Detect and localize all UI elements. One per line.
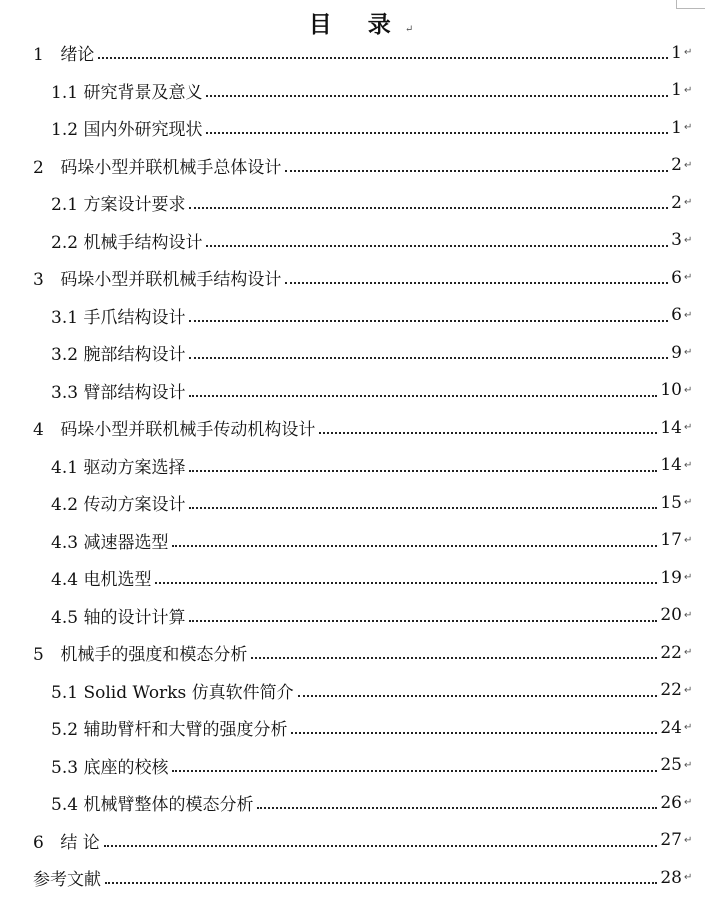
toc-entry-number: 2.1	[51, 195, 79, 216]
paragraph-mark-icon: ↵	[684, 159, 693, 171]
toc-entry[interactable]	[0, 784, 722, 822]
toc-entry-page: 3	[671, 230, 682, 251]
toc-entry-page: 1	[671, 42, 682, 63]
toc-entry-text: 辅助臂杆和大臂的强度分析	[83, 720, 288, 741]
toc-entry[interactable]	[0, 522, 722, 560]
toc-entry-number: 1.1	[51, 82, 79, 103]
toc-entry-text: 绪论	[60, 45, 95, 66]
toc-entry-number: 3	[33, 270, 44, 291]
paragraph-mark-icon: ↵	[684, 309, 693, 321]
toc-entry-page: 24	[660, 717, 682, 738]
paragraph-mark-icon: ↵	[684, 459, 693, 471]
toc-entry-label	[51, 340, 187, 365]
toc-dot-leader	[206, 94, 668, 97]
toc-dot-leader	[291, 731, 657, 734]
toc-entry-label	[51, 378, 187, 403]
toc-entry-number: 2.2	[51, 232, 79, 253]
toc-entry-text: 码垛小型并联机械手结构设计	[60, 270, 282, 291]
paragraph-mark-icon: ↵	[684, 84, 693, 96]
toc-entry-page: 22	[660, 642, 682, 663]
toc-dot-leader	[206, 131, 668, 134]
toc-dot-leader	[206, 244, 668, 247]
paragraph-mark-icon: ↵	[684, 572, 693, 584]
toc-entry-label	[33, 865, 103, 890]
toc-entry-page: 26	[660, 792, 682, 813]
toc-entry-page: 9	[671, 342, 682, 363]
toc-entry-text: Solid Works 仿真软件简介	[83, 682, 294, 703]
paragraph-mark-icon: ↵	[684, 797, 693, 809]
toc-entry-label	[33, 153, 283, 178]
paragraph-mark-icon: ↵	[684, 534, 693, 546]
toc-dot-leader	[98, 56, 668, 59]
toc-entry-text: 机械手的强度和模态分析	[60, 645, 248, 666]
toc-entry-label	[33, 40, 96, 65]
toc-entry-number: 5	[33, 645, 44, 666]
paragraph-mark-icon: ↵	[684, 759, 693, 771]
toc-entry[interactable]	[0, 409, 722, 447]
toc-entry-text: 电机选型	[83, 570, 152, 591]
toc-dot-leader	[251, 656, 657, 659]
toc-entry[interactable]	[0, 484, 722, 522]
toc-entry-label	[33, 640, 249, 665]
toc-entry-page: 1	[671, 80, 682, 101]
toc-entry-number: 1	[33, 45, 44, 66]
toc-entry-number: 4.2	[51, 495, 79, 516]
toc-entry-number: 3.3	[51, 382, 79, 403]
paragraph-mark-icon: ↵	[684, 347, 693, 359]
toc-entry-text: 码垛小型并联机械手传动机构设计	[60, 420, 316, 441]
paragraph-mark-icon: ↵	[684, 684, 693, 696]
toc-entry-page: 10	[660, 380, 682, 401]
toc-entry[interactable]	[0, 72, 722, 110]
toc-entry-text: 机械臂整体的模态分析	[83, 795, 254, 816]
toc-entry-text: 减速器选型	[83, 532, 169, 553]
toc-dot-leader	[155, 581, 657, 584]
toc-entry-text: 腕部结构设计	[83, 345, 186, 366]
toc-entry-page: 19	[660, 567, 682, 588]
toc-entry-number: 1.2	[51, 120, 79, 141]
toc-entry-number: 6	[33, 832, 44, 853]
toc-entry-label	[33, 415, 317, 440]
toc-entry-label	[51, 715, 289, 740]
table-of-contents	[0, 34, 722, 897]
toc-entry-number: 4.1	[51, 457, 79, 478]
toc-dot-leader	[257, 806, 657, 809]
toc-dot-leader	[104, 844, 658, 847]
toc-entry[interactable]	[0, 747, 722, 785]
toc-entry[interactable]	[0, 559, 722, 597]
toc-entry-label	[51, 753, 170, 778]
toc-entry-page: 27	[660, 830, 682, 851]
toc-entry-page: 28	[660, 867, 682, 888]
toc-entry-page: 6	[671, 305, 682, 326]
toc-entry-text: 臂部结构设计	[83, 382, 186, 403]
toc-dot-leader	[189, 206, 668, 209]
paragraph-mark-icon: ↵	[684, 722, 693, 734]
toc-entry-page: 20	[660, 605, 682, 626]
toc-entry-page: 14	[660, 417, 682, 438]
toc-entry-number: 5.2	[51, 720, 79, 741]
paragraph-mark-icon: ↵	[684, 609, 693, 621]
toc-entry-page: 1	[671, 117, 682, 138]
toc-entry-page: 15	[660, 492, 682, 513]
toc-entry[interactable]	[0, 672, 722, 710]
toc-entry-label	[51, 190, 187, 215]
toc-dot-leader	[189, 394, 657, 397]
toc-entry-number: 4	[33, 420, 44, 441]
toc-entry-number: 3.2	[51, 345, 79, 366]
paragraph-mark-icon: ↵	[684, 872, 693, 884]
toc-entry-label	[51, 78, 204, 103]
toc-entry-text: 结 论	[60, 832, 100, 853]
toc-entry[interactable]	[0, 34, 722, 72]
toc-entry-text: 轴的设计计算	[83, 607, 186, 628]
toc-dot-leader	[319, 431, 657, 434]
toc-entry-text: 传动方案设计	[83, 495, 186, 516]
toc-entry-page: 17	[660, 530, 682, 551]
toc-entry[interactable]	[0, 372, 722, 410]
toc-dot-leader	[189, 506, 657, 509]
toc-dot-leader	[172, 769, 657, 772]
toc-entry-number: 5.4	[51, 795, 79, 816]
toc-entry-label	[51, 565, 153, 590]
paragraph-mark-icon: ↵	[684, 384, 693, 396]
toc-entry-label	[33, 828, 102, 853]
paragraph-mark-icon: ↵	[404, 24, 414, 35]
toc-entry-text: 国内外研究现状	[83, 120, 203, 141]
toc-entry-text: 底座的校核	[83, 757, 169, 778]
toc-entry-page: 6	[671, 267, 682, 288]
toc-dot-leader	[285, 169, 668, 172]
toc-entry-number: 4.5	[51, 607, 79, 628]
paragraph-mark-icon: ↵	[684, 272, 693, 284]
toc-dot-leader	[189, 619, 657, 622]
toc-entry-text: 方案设计要求	[83, 195, 186, 216]
toc-entry[interactable]	[0, 297, 722, 335]
toc-entry[interactable]	[0, 447, 722, 485]
paragraph-mark-icon: ↵	[684, 122, 693, 134]
toc-entry-text: 手爪结构设计	[83, 307, 186, 328]
toc-entry-text: 参考文献	[33, 870, 101, 891]
paragraph-mark-icon: ↵	[684, 834, 693, 846]
toc-entry-label	[51, 603, 187, 628]
toc-entry-label	[51, 115, 204, 140]
paragraph-mark-icon: ↵	[684, 647, 693, 659]
toc-entry[interactable]	[0, 147, 722, 185]
toc-entry-text: 码垛小型并联机械手总体设计	[60, 157, 282, 178]
toc-entry[interactable]	[0, 634, 722, 672]
toc-entry-number: 4.3	[51, 532, 79, 553]
toc-entry-page: 25	[660, 755, 682, 776]
toc-entry[interactable]	[0, 109, 722, 147]
toc-dot-leader	[189, 356, 668, 359]
toc-entry-label	[51, 528, 170, 553]
toc-entry-text: 机械手结构设计	[83, 232, 203, 253]
toc-entry-text: 驱动方案选择	[83, 457, 186, 478]
toc-entry[interactable]	[0, 259, 722, 297]
toc-entry-number: 5.3	[51, 757, 79, 778]
toc-entry-number: 4.4	[51, 570, 79, 591]
toc-entry-label	[51, 453, 187, 478]
paragraph-mark-icon: ↵	[684, 497, 693, 509]
toc-entry-label	[51, 303, 187, 328]
toc-entry-label	[51, 490, 187, 515]
toc-dot-leader	[189, 469, 657, 472]
toc-entry[interactable]	[0, 184, 722, 222]
toc-entry[interactable]	[0, 597, 722, 635]
paragraph-mark-icon: ↵	[684, 197, 693, 209]
toc-dot-leader	[105, 881, 657, 884]
toc-entry-text: 研究背景及意义	[83, 82, 203, 103]
toc-entry-label	[51, 790, 255, 815]
toc-entry-label	[51, 678, 296, 703]
toc-entry[interactable]	[0, 222, 722, 260]
toc-entry[interactable]	[0, 334, 722, 372]
toc-entry-number: 3.1	[51, 307, 79, 328]
toc-dot-leader	[189, 319, 668, 322]
paragraph-mark-icon: ↵	[684, 422, 693, 434]
toc-entry-page: 2	[671, 155, 682, 176]
toc-dot-leader	[298, 694, 658, 697]
toc-entry[interactable]	[0, 709, 722, 747]
toc-entry-label	[51, 228, 204, 253]
toc-entry-page: 22	[660, 680, 682, 701]
toc-entry-label	[33, 265, 283, 290]
toc-entry[interactable]	[0, 822, 722, 860]
toc-entry-number: 2	[33, 157, 44, 178]
toc-entry[interactable]	[0, 859, 722, 897]
toc-dot-leader	[285, 281, 668, 284]
toc-entry-page: 14	[660, 455, 682, 476]
paragraph-mark-icon: ↵	[684, 234, 693, 246]
page-title-text: 目 录	[308, 11, 405, 38]
toc-entry-page: 2	[671, 192, 682, 213]
toc-dot-leader	[172, 544, 657, 547]
toc-entry-number: 5.1	[51, 682, 79, 703]
paragraph-mark-icon: ↵	[684, 47, 693, 59]
